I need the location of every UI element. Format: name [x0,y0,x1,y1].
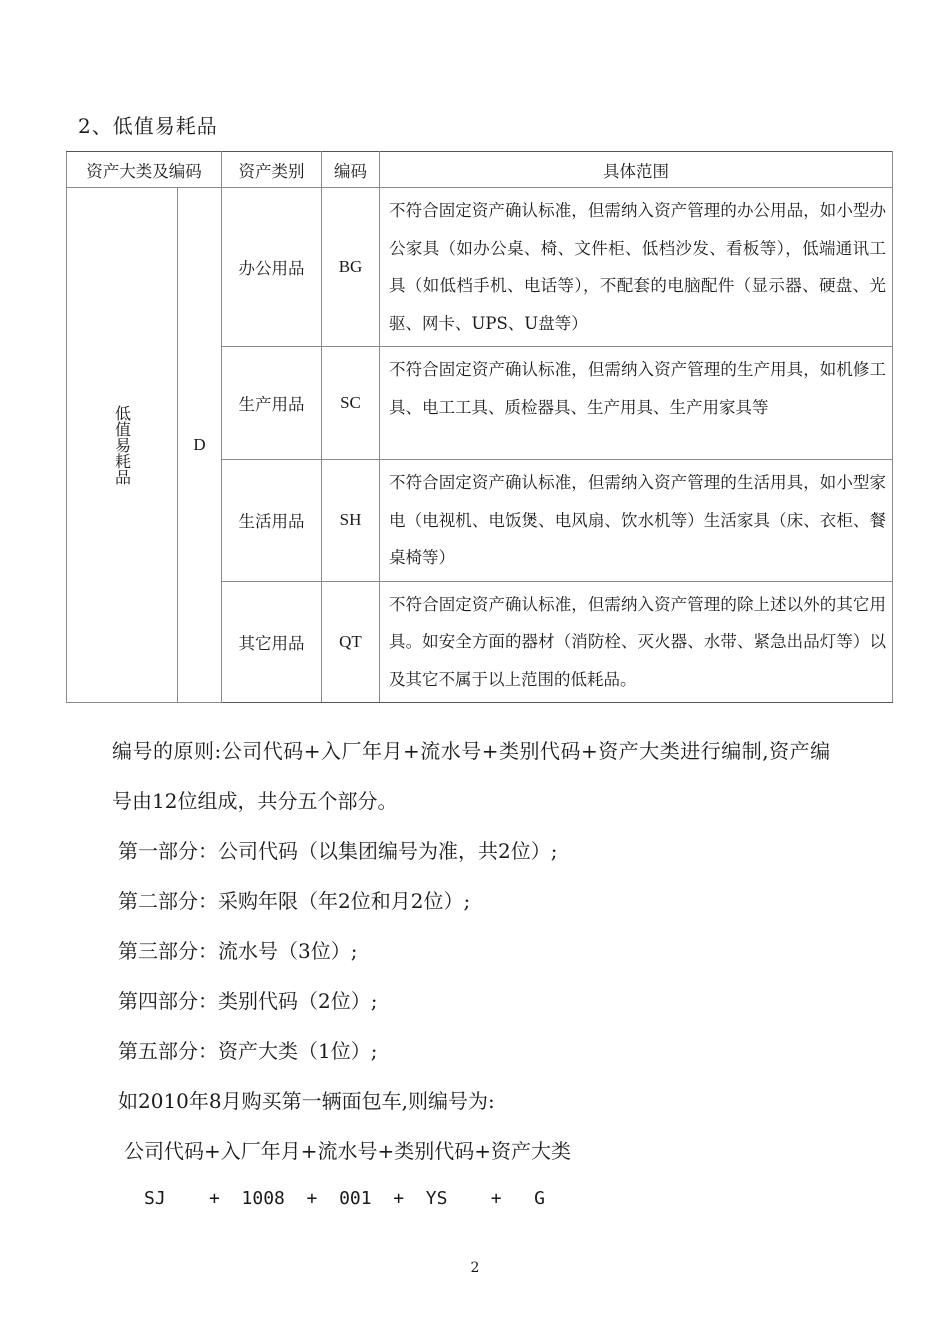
category-scope: 不符合固定资产确认标准，但需纳入资产管理的生活用具，如小型家电（电视机、电饭煲、电风扇、饮水机等）生活家具（床、衣柜、餐桌椅等） [380,460,893,582]
category-code: SH [322,460,380,582]
category-code: QT [322,581,380,703]
category-code: SC [322,347,380,460]
example-intro: 如2010年8月购买第一辆面包车,则编号为: [118,1089,495,1113]
rule-part-5: 第五部分：资产大类（1位）; [118,1039,378,1063]
example-codes: SJ + 1008 + 001 + YS + G [144,1188,545,1209]
rule-line-1: 编号的原则:公司代码+入厂年月+流水号+类别代码+资产大类进行编制,资产编 [112,739,831,763]
major-category-code: D [178,188,222,703]
header-code: 编码 [322,152,380,188]
rule-part-4: 第四部分：类别代码（2位）; [118,989,378,1013]
header-major-category: 资产大类及编码 [67,152,222,188]
rule-part-1: 第一部分：公司代码（以集团编号为准，共2位）; [118,839,558,863]
example-formula: 公司代码+入厂年月+流水号+类别代码+资产大类 [124,1139,572,1163]
header-scope: 具体范围 [380,152,893,188]
category-scope: 不符合固定资产确认标准，但需纳入资产管理的生产用具，如机修工具、电工工具、质检器具、生产用具、生产用家具等 [380,347,893,460]
category-scope: 不符合固定资产确认标准，但需纳入资产管理的除上述以外的其它用具。如安全方面的器材（消防栓、灭火器、水带、紧急出品灯等）以及其它不属于以上范围的低耗品。 [380,581,893,703]
table-row [67,188,893,347]
page-number: 2 [470,1260,480,1276]
rule-line-2: 号由12位组成，共分五个部分。 [112,789,398,813]
category-code: BG [322,188,380,347]
category-scope: 不符合固定资产确认标准，但需纳入资产管理的办公用品，如小型办公家具（如办公桌、椅、文件柜、低档沙发、看板等），低端通讯工具（如低档手机、电话等），不配套的电脑配件（显示器、硬盘、光驱、网卡、UPS、U盘等） [380,188,893,347]
asset-table [66,151,893,703]
rule-part-2: 第二部分：采购年限（年2位和月2位）; [118,889,471,913]
category-name: 办公用品 [222,188,322,347]
category-name: 其它用品 [222,581,322,703]
major-category-name: 低值易耗品 [112,405,132,485]
header-category: 资产类别 [222,152,322,188]
category-name: 生产用品 [222,347,322,460]
rule-part-3: 第三部分：流水号（3位）; [118,939,358,963]
table-header-row [67,152,893,188]
major-category-name-cell [67,188,178,703]
section-title: 2、低值易耗品 [78,114,218,138]
category-name: 生活用品 [222,460,322,582]
